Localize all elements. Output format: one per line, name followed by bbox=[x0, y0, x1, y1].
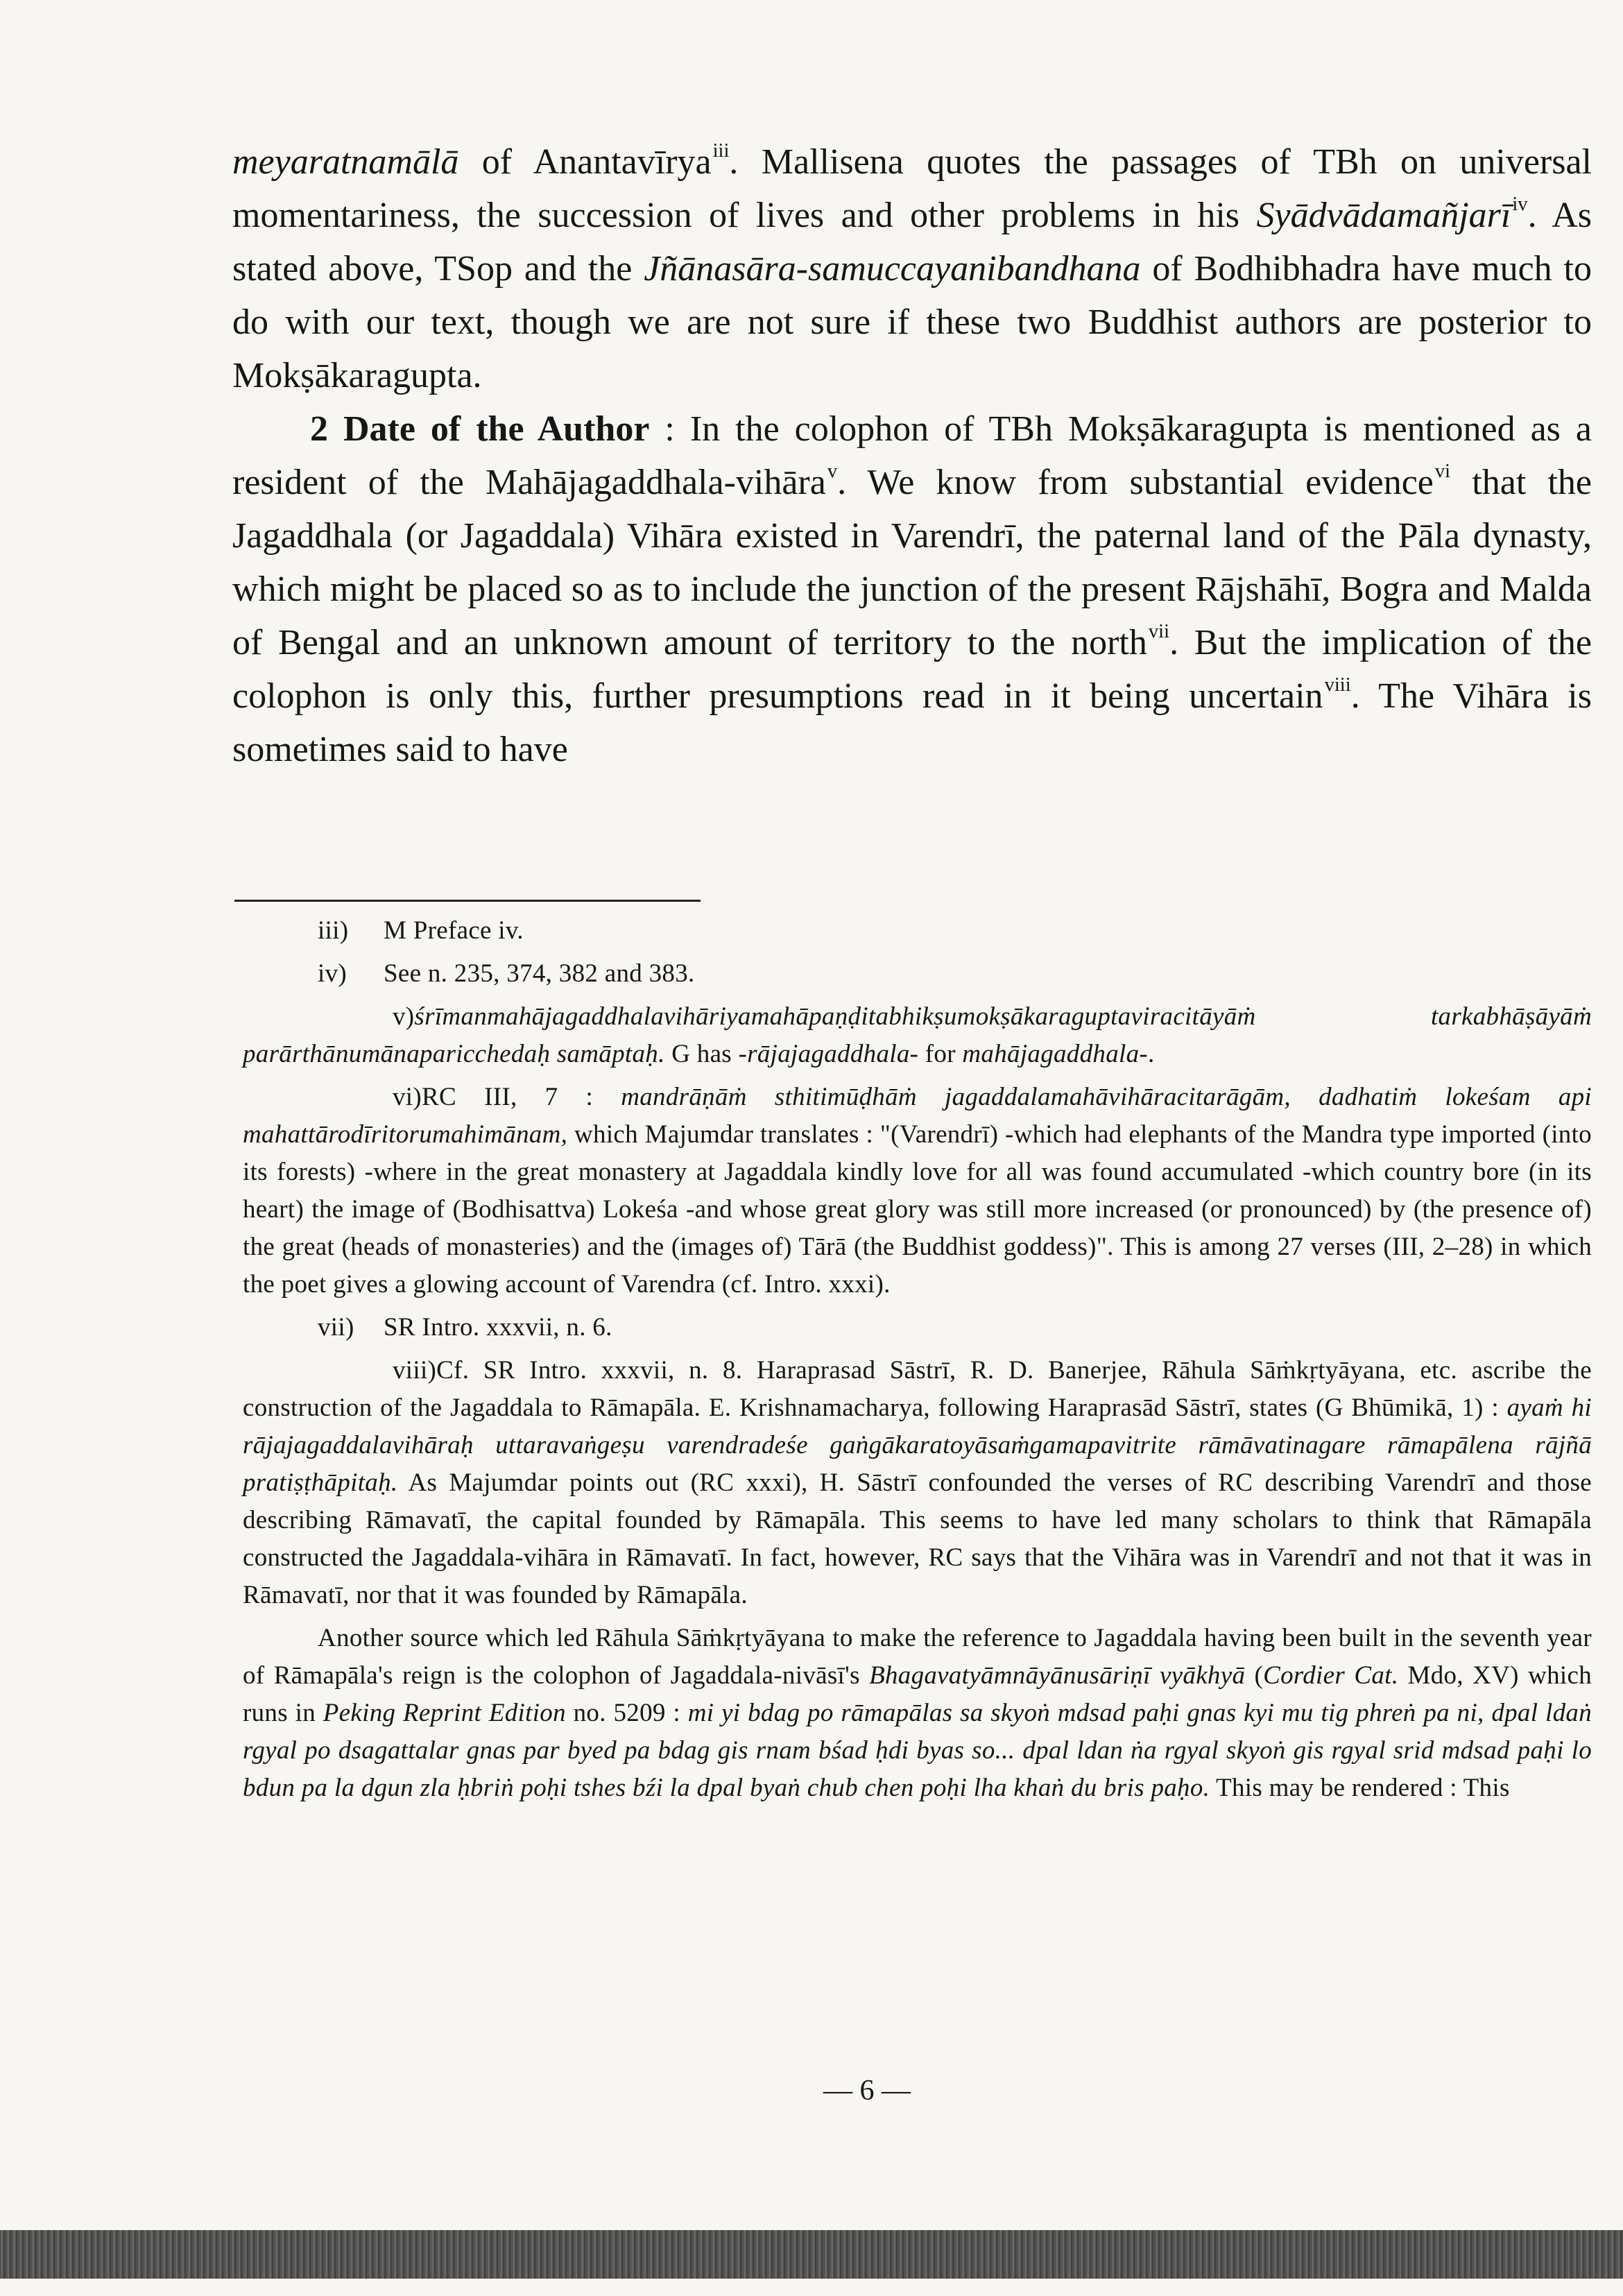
footnote-ref-v: v bbox=[827, 460, 838, 482]
main-text bbox=[232, 135, 1592, 776]
footnote-iv: iv) See n. 235, 374, 382 and 383. bbox=[318, 959, 695, 988]
footnotes bbox=[243, 912, 1592, 1807]
footnote-ref-vii: vii bbox=[1148, 620, 1170, 642]
footnote-vi: vi)RC III, 7 : mandrāṇāṁ sthitimūḍhāṁ jagaddalamahāvihāracitarāgām, dadhatiṁ lokeśam api mahattārodīritorumahimānam, which Majumdar translates : "(Varendrī) -which had elephants of the Mandra type imported (into its forests) -where in the great monastery at Jagaddala kindly love for all was found accumulated -which country bore (in its heart) the image of (Bodhisattva) Lokeśa -and whose great glory was still more increased (or pronounced) by (the presence of) the great (heads of monasteries) and the (images of) Tārā (the Buddhist goddess)". This is among 27 verses (III, 2–28) in which the poet gives a glowing account of Varendra (cf. Intro. xxxi). bbox=[243, 1083, 1592, 1299]
footnote-iii: iii) M Preface iv. bbox=[318, 916, 524, 945]
footnote-ref-iii: iii bbox=[712, 139, 730, 162]
footnote-vii: vii) SR Intro. xxxvii, n. 6. bbox=[318, 1313, 612, 1342]
footnote-v: v)śrīmanmahājagaddhalavihāriyamahāpaṇḍitabhikṣumokṣākaraguptaviracitāyāṁ tarkabhāṣāyāṁ parārthānumānaparicchedaḥ samāptaḥ. G has -rājajagaddhala- for mahājagaddhala-. bbox=[243, 1002, 1592, 1068]
paragraph-2: 2 Date of the Author : In the colophon of TBh Mokṣākaragupta is mentioned as a resident of the Mahājagaddhala-vihāra$^v$. We know from substantial evidence$^{vi}$ that the Jagaddhala (or Jagaddala) Vihāra existed in Varendrī, the paternal land of the Pāla dynasty, which might be placed so as to include the junction of the present Rājshāhī, Bogra and Malda of Bengal and an unknown amount of territory to the north$^{vii}$. But the implication of the colophon is only this, further presumptions read in it being uncertain$^{viii}$. The Vihāra is sometimes said to have bbox=[232, 409, 1592, 769]
scan-edge bbox=[0, 2230, 1623, 2279]
footnote-divider bbox=[234, 900, 701, 902]
section-heading: 2 Date of the Author bbox=[310, 409, 650, 449]
footnote-viii: viii)Cf. SR Intro. xxxvii, n. 8. Haraprasad Sāstrī, R. D. Banerjee, Rāhula Sāṁkṛtyāyana, etc. ascribe the construction of the Jagaddala to Rāmapāla. E. Krishnamacharya, following Haraprasād Sāstrī, states (G Bhūmikā, 1) : ayaṁ hi rājajagaddalavihāraḥ uttaravaṅgeṣu varendradeśe gaṅgākaratoyāsaṁgamapavitrite rāmāvatinagare rāmapālena rājñā pratiṣṭhāpitaḥ. As Majumdar points out (RC xxxi), H. Sāstrī confounded the verses of RC describing Varendrī and those describing Rāmavatī, the capital founded by Rāmapāla. This seems to have led many scholars to think that Rāmapāla constructed the Jagaddala-vihāra in Rāmavatī. In fact, however, RC says that the Vihāra was in Varendrī and not that it was in Rāmavatī, nor that it was founded by Rāmapāla. bbox=[243, 1356, 1592, 1609]
paragraph-1: meyaratnamālā of Anantavīrya$^{iii}$. Mallisena quotes the passages of TBh on universal momentariness, the succession of lives and other problems in his Syādvādamañjarī$^{iv}$. As stated above, TSop and the Jñānasāra-samuccayanibandhana of Bodhibhadra have much to do with our text, though we are not sure if these two Buddhist authors are posterior to Mokṣākaragupta. bbox=[232, 139, 1592, 395]
footnote-ref-vi: vi bbox=[1434, 460, 1451, 482]
page-number: — 6 — bbox=[823, 2075, 911, 2107]
footnote-ref-iv: iv bbox=[1512, 193, 1528, 215]
footnote-viii-continuation: Another source which led Rāhula Sāṁkṛtyāyana to make the reference to Jagaddala having been built in the seventh year of Rāmapāla's reign is the colophon of Jagaddala-nivāsī's Bhagavatyāmnāyānusāriṇī vyākhyā (Cordier Cat. Mdo, XV) which runs in Peking Reprint Edition no. 5209 : mi yi bdag po rāmapālas sa skyoṅ mdsad paḥi gnas kyi mu tig phreṅ pa ni, dpal ldaṅ rgyal po dsagattalar gnas par byed pa bdag gis rnam bśad ḥdi byas so... dpal ldan ṅa rgyal skyoṅ gis rgyal srid mdsad paḥi lo bdun pa la dgun zla ḥbriṅ poḥi tshes bźi la dpal byaṅ chub chen poḥi lha khaṅ du bris paḥo. This may be rendered : This bbox=[243, 1624, 1592, 1802]
footnote-ref-viii: viii bbox=[1324, 674, 1351, 696]
